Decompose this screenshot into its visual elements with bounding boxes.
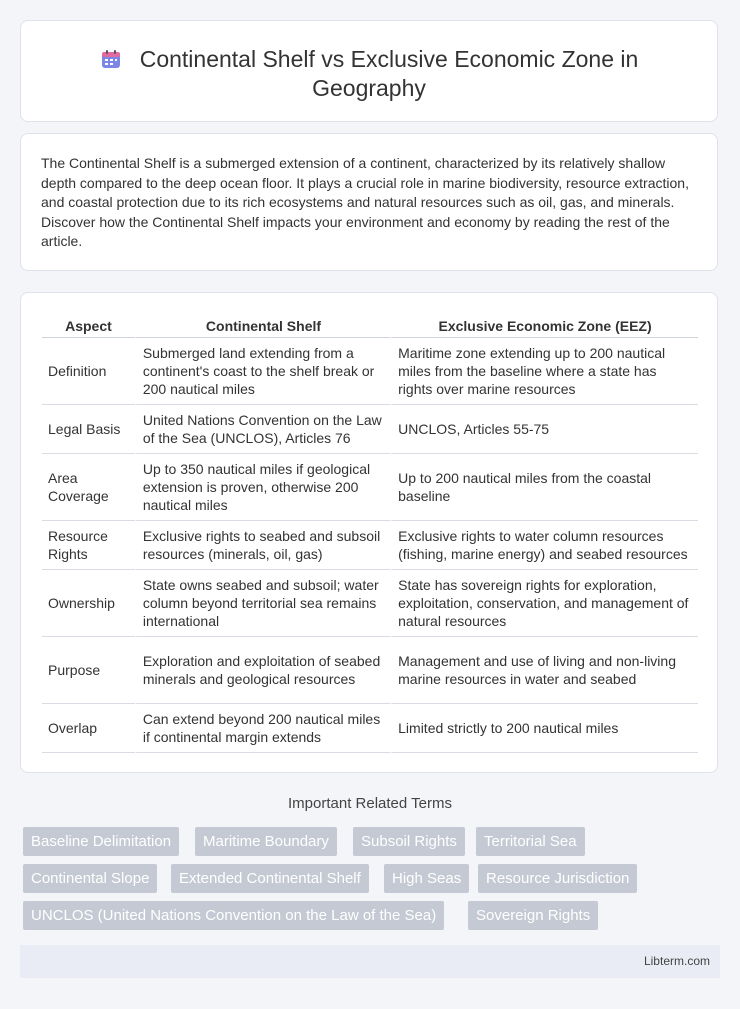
row-eez: State has sovereign rights for exploration, exploitation, conservation, and management of natural resources (390, 570, 698, 637)
row-aspect: Ownership (42, 570, 135, 637)
calendar-icon (100, 48, 122, 70)
page-title: Continental Shelf vs Exclusive Economic Zone in Geography (21, 45, 717, 103)
tag-maritime-boundary[interactable]: Maritime Boundary (195, 827, 337, 856)
footer-site-link[interactable]: Libterm.com (643, 954, 710, 968)
table-header-row (42, 313, 698, 338)
table-row (42, 570, 698, 637)
row-aspect: Overlap (42, 704, 135, 753)
tag-high-seas[interactable]: High Seas (384, 864, 469, 893)
row-aspect: Resource Rights (42, 521, 135, 570)
row-continental-shelf: United Nations Convention on the Law of the Sea (UNCLOS), Articles 76 (135, 405, 390, 454)
row-continental-shelf: Up to 350 nautical miles if geological extension is proven, otherwise 200 nautical miles (135, 454, 390, 521)
table-row (42, 637, 698, 704)
row-eez: Up to 200 nautical miles from the coastal baseline (390, 454, 698, 521)
related-terms-title: Important Related Terms (288, 795, 452, 812)
row-aspect: Definition (42, 338, 135, 405)
table-row (42, 704, 698, 753)
table-row (42, 405, 698, 454)
row-continental-shelf: Exclusive rights to seabed and subsoil resources (minerals, oil, gas) (135, 521, 390, 570)
row-eez: Management and use of living and non-living marine resources in water and seabed (390, 637, 698, 704)
title-card (20, 20, 718, 122)
comparison-table (42, 313, 698, 753)
table-row (42, 521, 698, 570)
row-continental-shelf: Can extend beyond 200 nautical miles if continental margin extends (135, 704, 390, 753)
intro-card (20, 133, 718, 271)
row-aspect: Purpose (42, 637, 135, 704)
footer (20, 945, 720, 978)
row-eez: Limited strictly to 200 nautical miles (390, 704, 698, 753)
row-aspect: Area Coverage (42, 454, 135, 521)
row-eez: UNCLOS, Articles 55-75 (390, 405, 698, 454)
header-aspect: Aspect (42, 313, 135, 338)
header-eez: Exclusive Economic Zone (EEZ) (390, 313, 698, 338)
row-continental-shelf: Exploration and exploitation of seabed minerals and geological resources (135, 637, 390, 704)
table-row (42, 338, 698, 405)
tag-sovereign-rights[interactable]: Sovereign Rights (468, 901, 598, 930)
tag-resource-jurisdiction[interactable]: Resource Jurisdiction (478, 864, 637, 893)
tag-subsoil-rights[interactable]: Subsoil Rights (353, 827, 465, 856)
tag-extended-continental-shelf[interactable]: Extended Continental Shelf (171, 864, 369, 893)
row-eez: Maritime zone extending up to 200 nautical miles from the baseline where a state has rights over marine resources (390, 338, 698, 405)
tag-territorial-sea[interactable]: Territorial Sea (476, 827, 585, 856)
row-continental-shelf: Submerged land extending from a continent's coast to the shelf break or 200 nautical miles (135, 338, 390, 405)
tag-baseline-delimitation[interactable]: Baseline Delimitation (23, 827, 179, 856)
tag-unclos[interactable]: UNCLOS (United Nations Convention on the Law of the Sea) (23, 901, 444, 930)
header-continental-shelf: Continental Shelf (135, 313, 390, 338)
tag-continental-slope[interactable]: Continental Slope (23, 864, 157, 893)
table-row (42, 454, 698, 521)
row-aspect: Legal Basis (42, 405, 135, 454)
comparison-card (20, 292, 718, 773)
row-eez: Exclusive rights to water column resources (fishing, marine energy) and seabed resources (390, 521, 698, 570)
row-continental-shelf: State owns seabed and subsoil; water column beyond territorial sea remains international (135, 570, 390, 637)
intro-paragraph: The Continental Shelf is a submerged extension of a continent, characterized by its relatively shallow depth compared to the deep ocean floor. It plays a crucial role in marine biodiversity, resource extraction, and coastal protection due to its rich ecosystems and natural resources such as oil, gas, and minerals. Discover how the Continental Shelf impacts your environment and economy by reading the rest of the article. (41, 155, 689, 249)
